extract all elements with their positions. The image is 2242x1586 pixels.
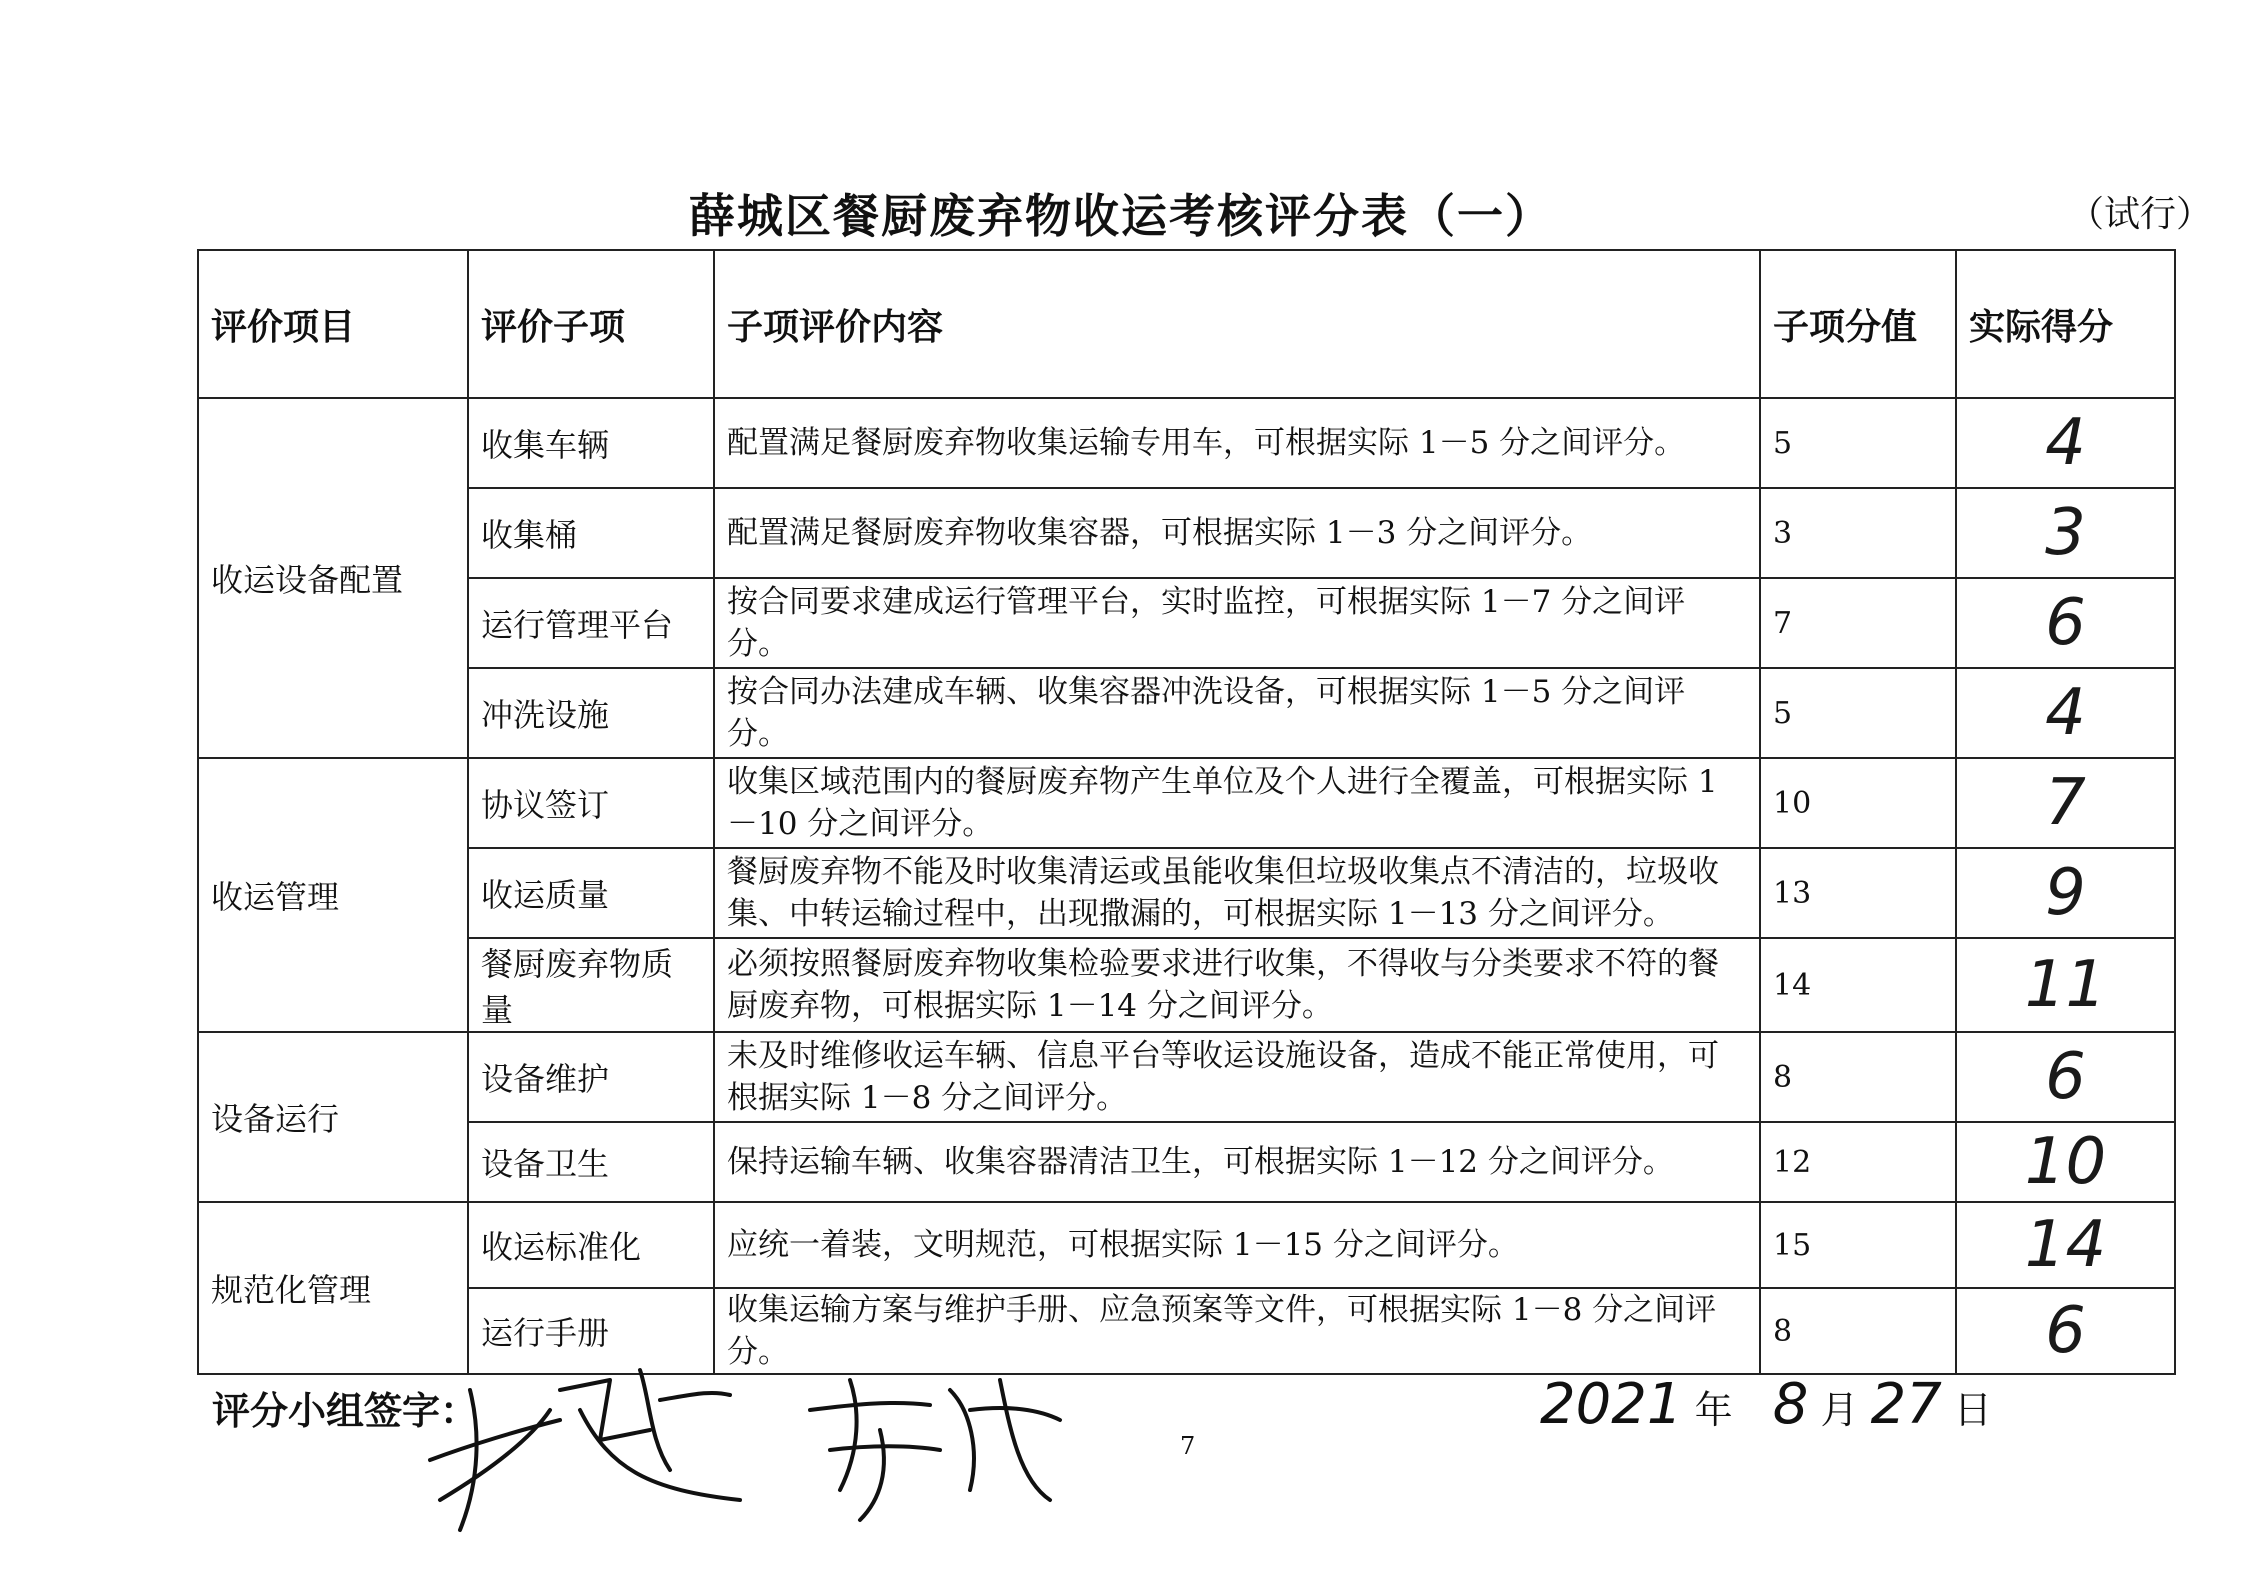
document-title: 薛城区餐厨废弃物收运考核评分表（一） [689,189,1553,243]
subitem-cell: 冲洗设施 [468,668,714,758]
actual-score-cell: 6 [1956,578,2175,668]
value-cell: 5 [1760,398,1956,488]
actual-score-cell: 6 [1956,1288,2175,1374]
actual-score-cell: 14 [1956,1202,2175,1288]
date-month: 8 [1772,1372,1809,1437]
value-cell: 3 [1760,488,1956,578]
table-row [198,1032,2175,1122]
table-row [198,1122,2175,1202]
category-cell: 设备运行 [198,1032,468,1202]
actual-score-cell: 7 [1956,758,2175,848]
value-cell: 5 [1760,668,1956,758]
actual-score-cell: 6 [1956,1032,2175,1122]
subitem-cell: 收运标准化 [468,1202,714,1288]
subitem-cell: 餐厨废弃物质量 [468,938,714,1032]
trial-note: （试行） [2067,194,2212,235]
value-cell: 12 [1760,1122,1956,1202]
value-cell: 8 [1760,1288,1956,1374]
subitem-cell: 收集桶 [468,488,714,578]
actual-score-cell: 9 [1956,848,2175,938]
table-row [198,848,2175,938]
content-cell: 未及时维修收运车辆、信息平台等收运设施设备，造成不能正常使用，可根据实际 1－8 分之间评分。 [714,1032,1760,1122]
content-cell: 按合同要求建成运行管理平台，实时监控，可根据实际 1－7 分之间评分。 [714,578,1760,668]
value-cell: 15 [1760,1202,1956,1288]
header-actual: 实际得分 [1956,250,2175,398]
table-header-row [198,250,2175,398]
header-content: 子项评价内容 [714,250,1760,398]
category-cell: 收运管理 [198,758,468,1032]
table-row [198,1202,2175,1288]
table-row [198,758,2175,848]
subitem-cell: 运行手册 [468,1288,714,1374]
subitem-cell: 协议签订 [468,758,714,848]
value-cell: 13 [1760,848,1956,938]
score-table [197,249,2176,1375]
actual-score-cell: 4 [1956,668,2175,758]
value-cell: 10 [1760,758,1956,848]
signature-date [1540,1372,1992,1437]
table-row [198,578,2175,668]
value-cell: 14 [1760,938,1956,1032]
date-day-unit: 日 [1953,1388,1992,1432]
content-cell: 必须按照餐厨废弃物收集检验要求进行收集，不得收与分类要求不符的餐厨废弃物，可根据实际 1－14 分之间评分。 [714,938,1760,1032]
table-row [198,398,2175,488]
date-month-unit: 月 [1820,1388,1859,1432]
category-cell: 收运设备配置 [198,398,468,758]
page-number: 7 [1180,1432,1196,1460]
content-cell: 按合同办法建成车辆、收集容器冲洗设备，可根据实际 1－5 分之间评分。 [714,668,1760,758]
date-day: 27 [1870,1372,1942,1437]
content-cell: 配置满足餐厨废弃物收集容器，可根据实际 1－3 分之间评分。 [714,488,1760,578]
subitem-cell: 收集车辆 [468,398,714,488]
actual-score-cell: 11 [1956,938,2175,1032]
handwritten-signature [410,1350,1070,1540]
subitem-cell: 运行管理平台 [468,578,714,668]
date-year: 2021 [1540,1372,1683,1437]
content-cell: 保持运输车辆、收集容器清洁卫生，可根据实际 1－12 分之间评分。 [714,1122,1760,1202]
value-cell: 7 [1760,578,1956,668]
content-cell: 收集区域范围内的餐厨废弃物产生单位及个人进行全覆盖，可根据实际 1－10 分之间评分。 [714,758,1760,848]
content-cell: 应统一着装，文明规范，可根据实际 1－15 分之间评分。 [714,1202,1760,1288]
header-value: 子项分值 [1760,250,1956,398]
subitem-cell: 设备卫生 [468,1122,714,1202]
table-row [198,668,2175,758]
subitem-cell: 设备维护 [468,1032,714,1122]
table-row [198,938,2175,1032]
actual-score-cell: 3 [1956,488,2175,578]
subitem-cell: 收运质量 [468,848,714,938]
signature-label: 评分小组签字： [212,1388,479,1433]
table-row [198,488,2175,578]
value-cell: 8 [1760,1032,1956,1122]
actual-score-cell: 10 [1956,1122,2175,1202]
content-cell: 配置满足餐厨废弃物收集运输专用车，可根据实际 1－5 分之间评分。 [714,398,1760,488]
actual-score-cell: 4 [1956,398,2175,488]
date-year-unit: 年 [1694,1388,1733,1432]
category-cell: 规范化管理 [198,1202,468,1374]
header-subitem: 评价子项 [468,250,714,398]
content-cell: 餐厨废弃物不能及时收集清运或虽能收集但垃圾收集点不清洁的，垃圾收集、中转运输过程中，出现撒漏的，可根据实际 1－13 分之间评分。 [714,848,1760,938]
header-category: 评价项目 [198,250,468,398]
content-cell: 收集运输方案与维护手册、应急预案等文件，可根据实际 1－8 分之间评分。 [714,1288,1760,1374]
